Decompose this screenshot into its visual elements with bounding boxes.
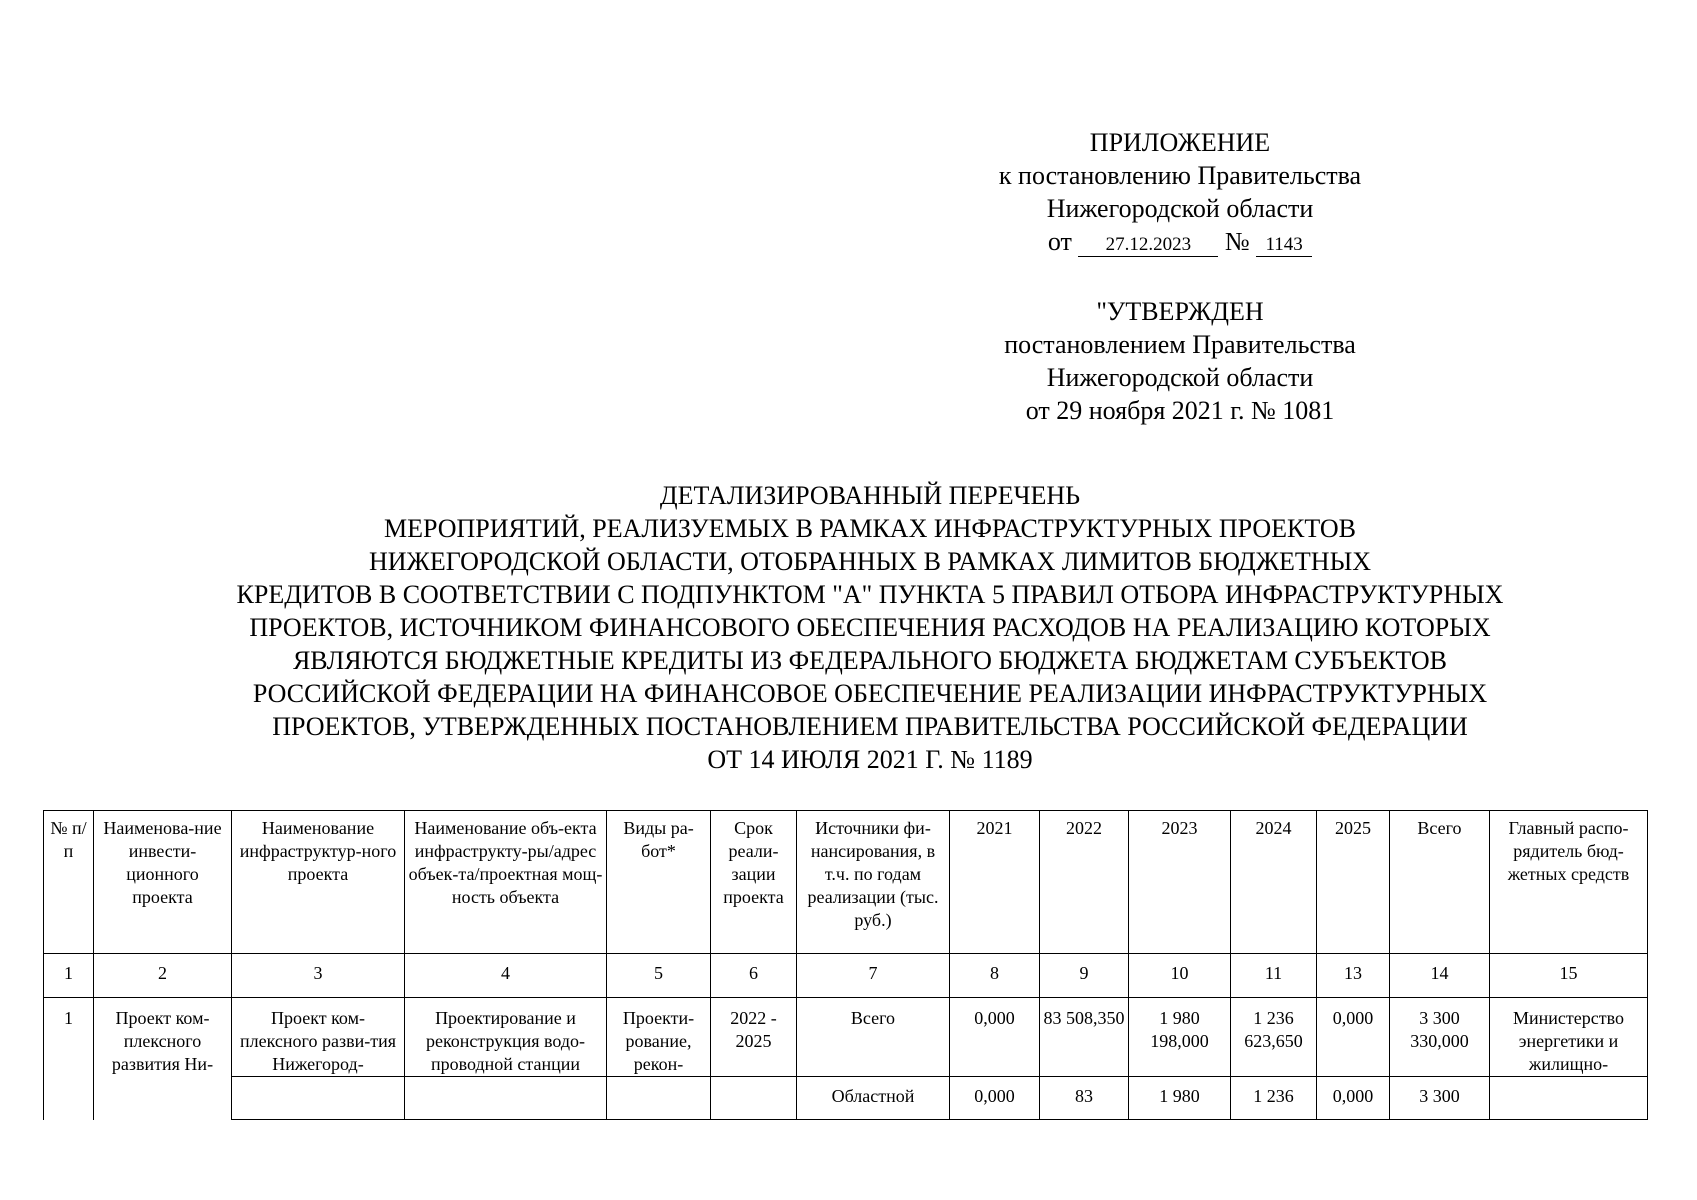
- column-number-cell: 1: [44, 954, 94, 998]
- title-line: ДЕТАЛИЗИРОВАННЫЙ ПЕРЕЧЕНЬ: [659, 481, 1081, 510]
- investment-project-cell: Проект ком-плексного развития Ни-: [94, 998, 232, 1120]
- object-cell: Проектирование и реконструкция водо-проводной станции: [405, 998, 607, 1077]
- header-cell: Наименование инфраструктур-ного проекта: [232, 811, 405, 954]
- appendix-line-2: Нижегородской области: [1046, 194, 1314, 223]
- title-line: ПРОЕКТОВ, УТВЕРЖДЕННЫХ ПОСТАНОВЛЕНИЕМ ПРАВИТЕЛЬСТВА РОССИЙСКОЙ ФЕДЕРАЦИИ: [272, 712, 1468, 741]
- approved-line-3: от 29 ноября 2021 г. № 1081: [1025, 396, 1335, 425]
- title-line: ЯВЛЯЮТСЯ БЮДЖЕТНЫЕ КРЕДИТЫ ИЗ ФЕДЕРАЛЬНОГО БЮДЖЕТА БЮДЖЕТАМ СУБЪЕКТОВ: [292, 646, 1448, 675]
- empty-cell: [232, 1077, 405, 1120]
- header-cell: Главный распо-рядитель бюд-жетных средств: [1490, 811, 1648, 954]
- column-number-cell: 8: [950, 954, 1040, 998]
- column-number-cell: 15: [1490, 954, 1648, 998]
- header-cell: 2024: [1231, 811, 1317, 954]
- column-number-cell: 4: [405, 954, 607, 998]
- appendix-date-line: [900, 225, 1460, 258]
- table-header-row: [44, 811, 1648, 954]
- title-line: МЕРОПРИЯТИЙ, РЕАЛИЗУЕМЫХ В РАМКАХ ИНФРАСТРУКТУРНЫХ ПРОЕКТОВ: [383, 514, 1357, 543]
- value-2025-cell: 0,000: [1317, 998, 1390, 1077]
- approved-line-2: Нижегородской области: [1046, 363, 1314, 392]
- date-prefix: от: [1047, 227, 1072, 256]
- title-line: РОССИЙСКОЙ ФЕДЕРАЦИИ НА ФИНАНСОВОЕ ОБЕСПЕЧЕНИЕ РЕАЛИЗАЦИИ ИНФРАСТРУКТУРНЫХ: [252, 679, 1488, 708]
- value-2023-cell: 1 980 198,000: [1129, 998, 1231, 1077]
- row-number-cell: 1: [44, 998, 94, 1120]
- approved-line-1: постановлением Правительства: [1004, 330, 1356, 359]
- distributor-cell: Министерство энергетики и жилищно-: [1490, 998, 1648, 1077]
- header-cell: 2025: [1317, 811, 1390, 954]
- empty-cell: [405, 1077, 607, 1120]
- column-number-cell: 10: [1129, 954, 1231, 998]
- column-number-cell: 9: [1040, 954, 1129, 998]
- empty-cell: [1490, 1077, 1648, 1120]
- value-total-cell: 3 300: [1390, 1077, 1490, 1120]
- column-number-cell: 2: [94, 954, 232, 998]
- header-cell: 2022: [1040, 811, 1129, 954]
- term-cell: 2022 - 2025: [711, 998, 797, 1077]
- column-number-cell: 11: [1231, 954, 1317, 998]
- column-number-cell: 6: [711, 954, 797, 998]
- column-number-cell: 13: [1317, 954, 1390, 998]
- value-2022-cell: 83 508,350: [1040, 998, 1129, 1077]
- table-row: [44, 998, 1648, 1077]
- title-line: КРЕДИТОВ В СООТВЕТСТВИИ С ПОДПУНКТОМ "А" ПУНКТА 5 ПРАВИЛ ОТБОРА ИНФРАСТРУКТУРНЫХ: [236, 580, 1504, 609]
- value-2021-cell: 0,000: [950, 998, 1040, 1077]
- title-line: НИЖЕГОРОДСКОЙ ОБЛАСТИ, ОТОБРАННЫХ В РАМКАХ ЛИМИТОВ БЮДЖЕТНЫХ: [368, 547, 1372, 576]
- header-cell: 2021: [950, 811, 1040, 954]
- column-number-cell: 7: [797, 954, 950, 998]
- header-cell: Всего: [1390, 811, 1490, 954]
- approved-title: "УТВЕРЖДЕН: [1096, 297, 1264, 326]
- title-line: ОТ 14 ИЮЛЯ 2021 Г. № 1189: [707, 745, 1033, 774]
- appendix-line-1: к постановлению Правительства: [998, 161, 1362, 190]
- work-types-cell: Проекти-рование, рекон-: [607, 998, 711, 1077]
- column-number-cell: 5: [607, 954, 711, 998]
- value-total-cell: 3 300 330,000: [1390, 998, 1490, 1077]
- appendix-block: [900, 126, 1460, 258]
- value-2021-cell: 0,000: [950, 1077, 1040, 1120]
- value-2025-cell: 0,000: [1317, 1077, 1390, 1120]
- number-sign: №: [1224, 227, 1250, 256]
- source-cell: Всего: [797, 998, 950, 1077]
- appendix-title: ПРИЛОЖЕНИЕ: [1089, 128, 1271, 157]
- column-number-row: [44, 954, 1648, 998]
- resolution-date: 27.12.2023: [1078, 234, 1218, 257]
- header-cell: 2023: [1129, 811, 1231, 954]
- value-2022-cell: 83: [1040, 1077, 1129, 1120]
- header-cell: Наименование объ-екта инфраструкту-ры/адрес объек-та/проектная мощ-ность объекта: [405, 811, 607, 954]
- header-cell: Источники фи-нансирования, в т.ч. по годам реализации (тыс. руб.): [797, 811, 950, 954]
- empty-cell: [711, 1077, 797, 1120]
- header-cell: Наименова-ние инвести-ционного проекта: [94, 811, 232, 954]
- value-2024-cell: 1 236 623,650: [1231, 998, 1317, 1077]
- empty-cell: [607, 1077, 711, 1120]
- column-number-cell: 14: [1390, 954, 1490, 998]
- value-2023-cell: 1 980: [1129, 1077, 1231, 1120]
- column-number-cell: 3: [232, 954, 405, 998]
- header-cell: № п/п: [44, 811, 94, 954]
- source-cell: Областной: [797, 1077, 950, 1120]
- value-2024-cell: 1 236: [1231, 1077, 1317, 1120]
- title-line: ПРОЕКТОВ, ИСТОЧНИКОМ ФИНАНСОВОГО ОБЕСПЕЧЕНИЯ РАСХОДОВ НА РЕАЛИЗАЦИЮ КОТОРЫХ: [249, 613, 1491, 642]
- resolution-number: 1143: [1256, 234, 1312, 257]
- measures-table: [43, 810, 1648, 1120]
- approved-block: [900, 295, 1460, 427]
- infrastructure-project-cell: Проект ком-плексного разви-тия Нижегород-: [232, 998, 405, 1077]
- header-cell: Срок реали-зации проекта: [711, 811, 797, 954]
- header-cell: Виды ра-бот*: [607, 811, 711, 954]
- document-title: [40, 479, 1697, 776]
- table-row: [44, 1077, 1648, 1120]
